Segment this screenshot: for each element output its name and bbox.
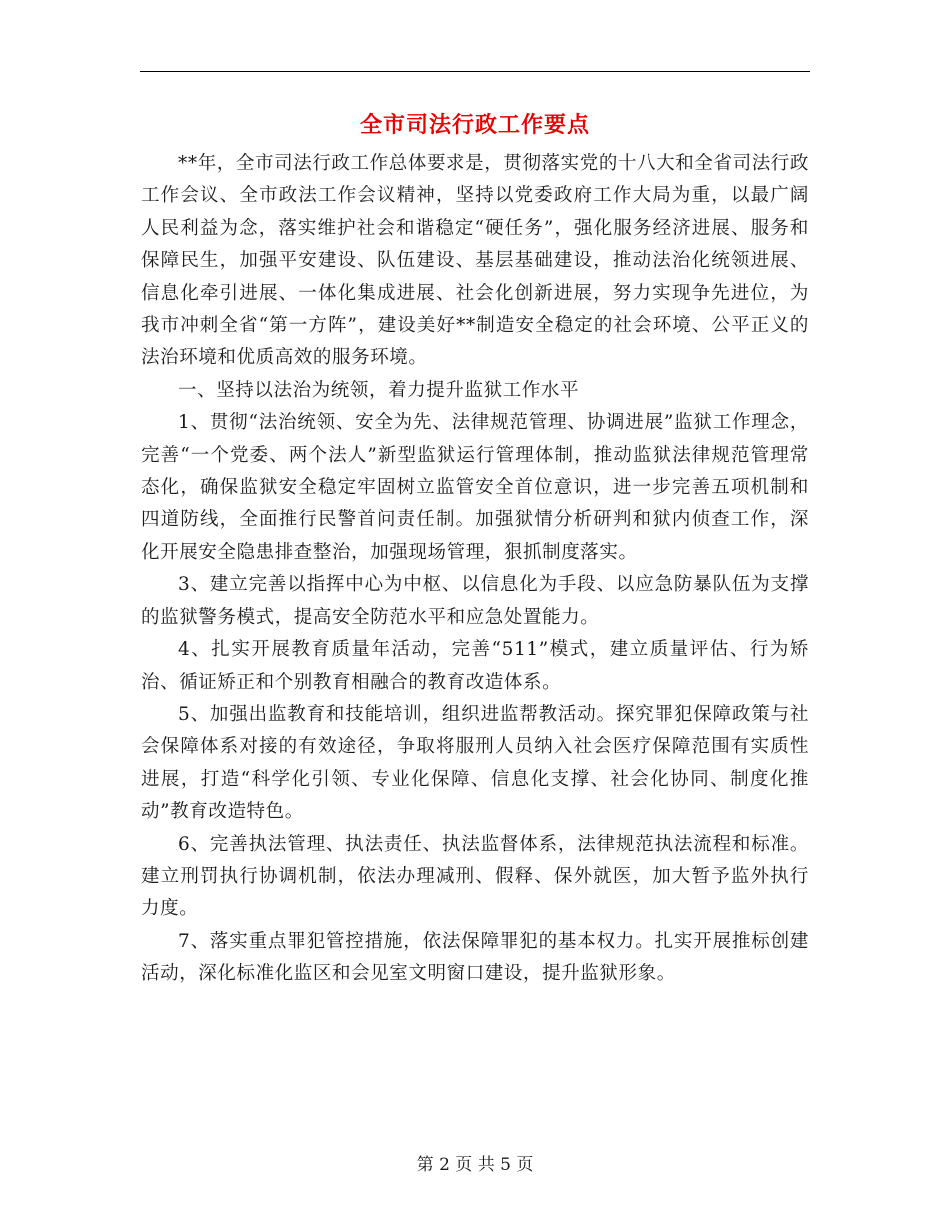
section-heading: 一、坚持以法治为统领，着力提升监狱工作水平 xyxy=(178,379,580,401)
paragraph-item-4: 4、扎实开展教育质量年活动，完善“511”模式，建立质量评估、行为矫治、循证矫正和个别教育相融合的教育改造体系。 xyxy=(141,639,809,693)
page-number: 第 2 页 共 5 页 xyxy=(416,1155,534,1175)
document-title: 全市司法行政工作要点 xyxy=(359,112,590,138)
paragraph-item-1: 1、贯彻“法治统领、安全为先、法律规范管理、协调进展”监狱工作理念，完善“一个党委、两个法人”新型监狱运行管理体制，推动监狱法律规范管理常态化，确保监狱安全稳定牢固树立监管安全首位意识，进一步完善五项机制和四道防线，全面推行民警首问责任制。加强狱情分析研判和狱内侦查工作，深化开展安全隐患排查整治，加强现场管理，狠抓制度落实。 xyxy=(141,412,809,563)
document-body xyxy=(141,148,809,991)
paragraph-item-3: 3、建立完善以指挥中心为中枢、以信息化为手段、以应急防暴队伍为支撑的监狱警务模式，提高安全防范水平和应急处置能力。 xyxy=(141,574,809,628)
header-rule xyxy=(140,71,810,72)
paragraph-item-5: 5、加强出监教育和技能培训，组织进监帮教活动。探究罪犯保障政策与社会保障体系对接的有效途径，争取将服刑人员纳入社会医疗保障范围有实质性进展，打造“科学化引领、专业化保障、信息化支撑、社会化协同、制度化推动”教育改造特色。 xyxy=(141,703,809,823)
paragraph-intro: **年，全市司法行政工作总体要求是，贯彻落实党的十八大和全省司法行政工作会议、全市政法工作会议精神，坚持以党委政府工作大局为重，以最广阔人民利益为念，落实维护社会和谐稳定“硬任务”，强化服务经济进展、服务和保障民生，加强平安建设、队伍建设、基层基础建设，推动法治化统领进展、信息化牵引进展、一体化集成进展、社会化创新进展，努力实现争先进位，为我市冲刺全省“第一方阵”，建设美好**制造安全稳定的社会环境、公平正义的法治环境和优质高效的服务环境。 xyxy=(141,153,809,369)
paragraph-item-6: 6、完善执法管理、执法责任、执法监督体系，法律规范执法流程和标准。建立刑罚执行协调机制，依法办理减刑、假释、保外就医，加大暂予监外执行力度。 xyxy=(141,833,809,920)
paragraph-item-7: 7、落实重点罪犯管控措施，依法保障罪犯的基本权力。扎实开展推标创建活动，深化标准化监区和会见室文明窗口建设，提升监狱形象。 xyxy=(141,930,809,985)
